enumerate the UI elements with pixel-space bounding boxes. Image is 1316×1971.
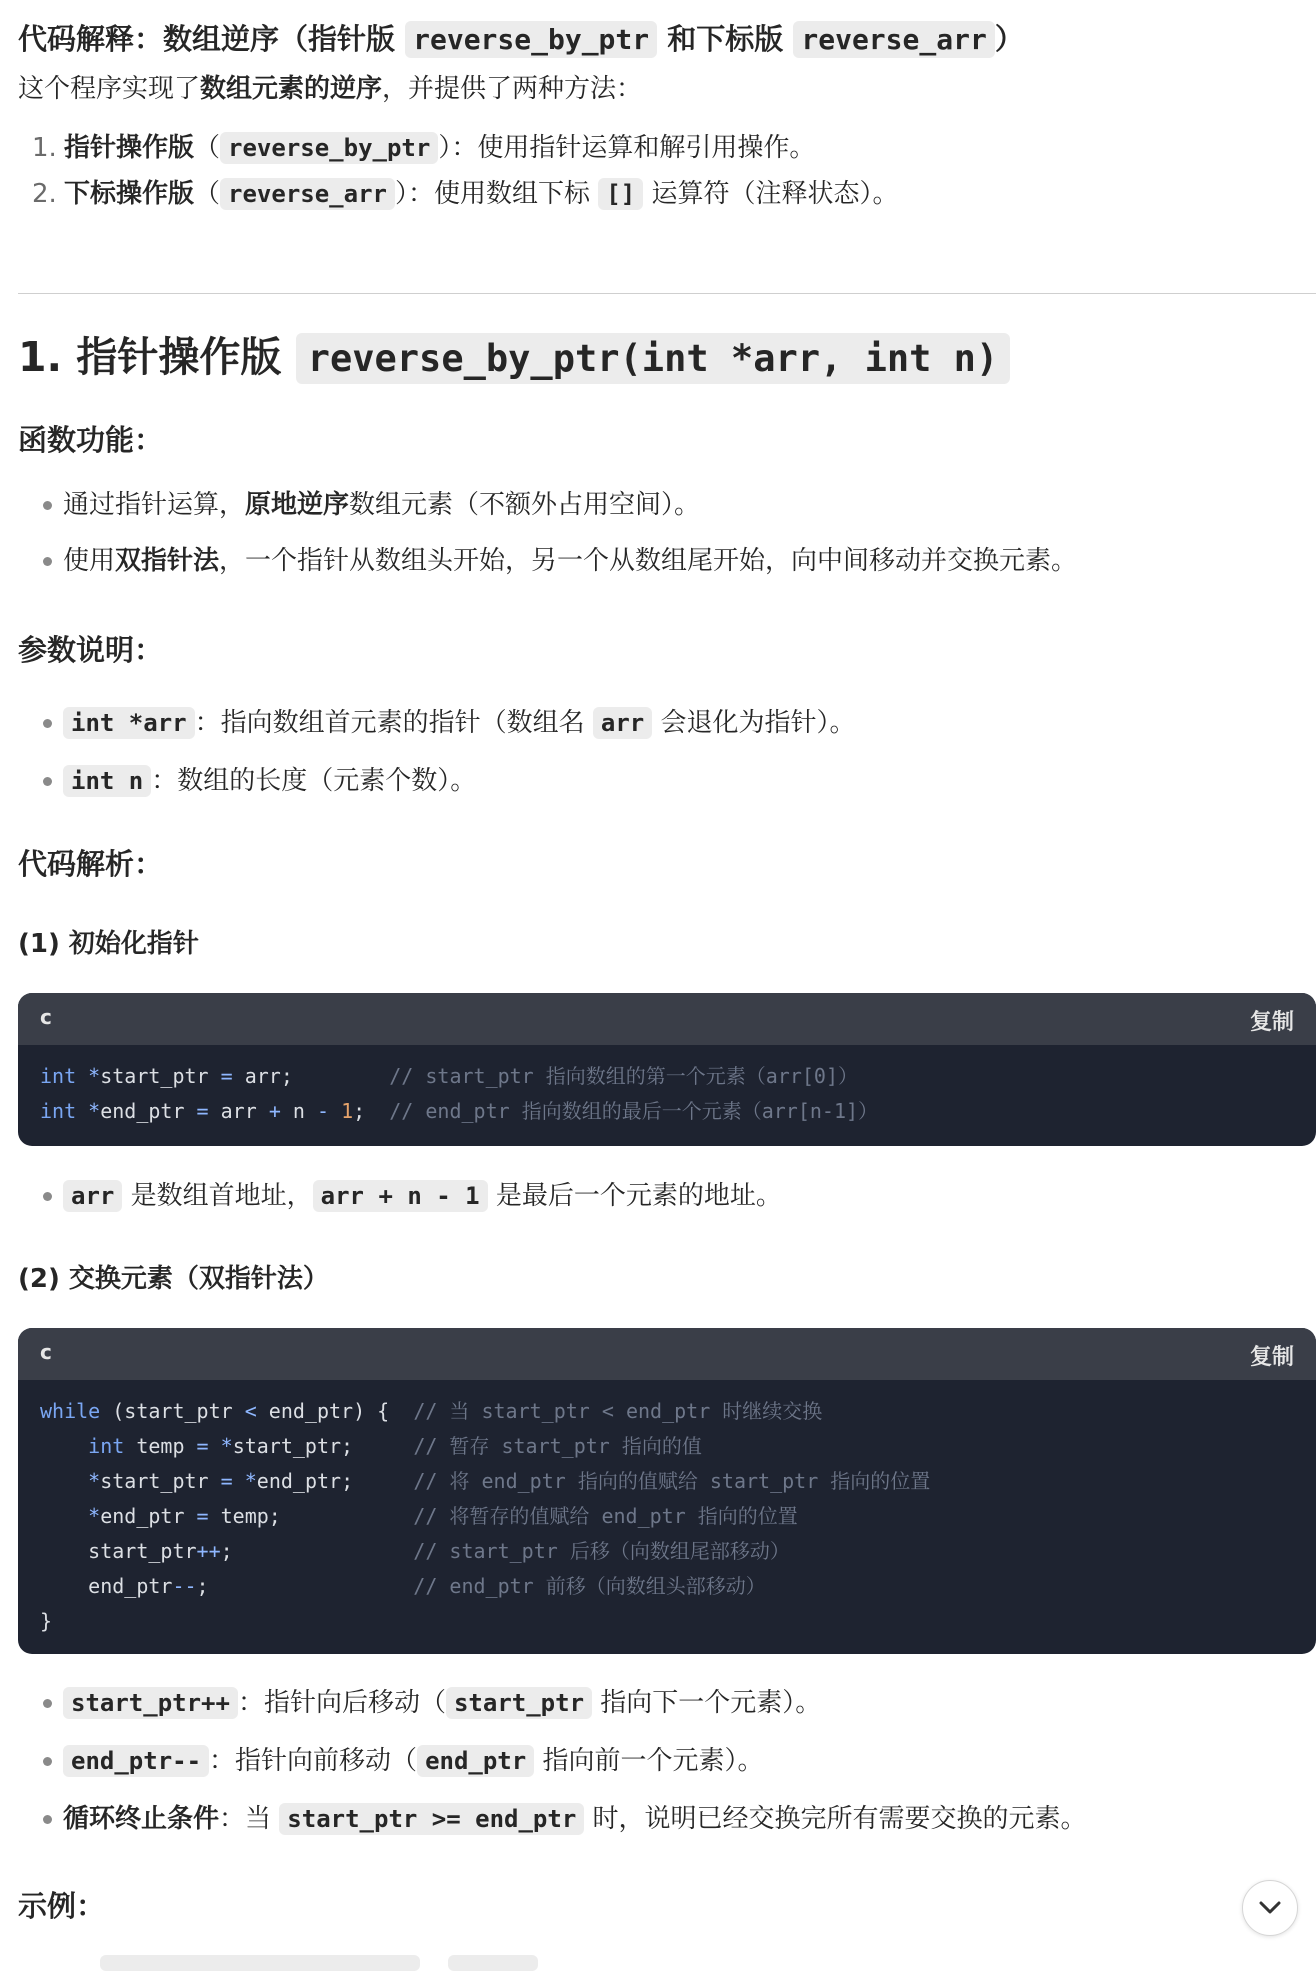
example-title: 示例： [18, 1889, 106, 1923]
text: ：指向数组首元素的指针（数组名 [194, 708, 585, 738]
code-block-2 [18, 1328, 1316, 1654]
chevron-down-icon [1258, 1898, 1282, 1918]
bold-text: 循环终止条件 [63, 1804, 220, 1834]
copy-button[interactable]: 复制 [1249, 1010, 1294, 1035]
code-line: int *end_ptr = arr + n - 1; // end_ptr 指向数组的最后一个元素（arr[n-1]） [40, 1099, 879, 1123]
title-mid: 和下标版 [667, 22, 784, 56]
text: 使用 [63, 546, 116, 576]
code-line: while (start_ptr < end_ptr) { // 当 start_ptr < end_ptr 时继续交换 [40, 1399, 823, 1423]
code-line: int *start_ptr = arr; // start_ptr 指向数组的第一个元素（arr[0]） [40, 1064, 859, 1088]
text: 通过指针运算， [63, 490, 246, 520]
code-lang-label: c [40, 1005, 52, 1029]
section-heading-code: reverse_by_ptr(int *arr, int n) [296, 333, 1011, 384]
text: 指向下一个元素）。 [600, 1688, 822, 1718]
bullet [43, 1757, 52, 1766]
code-line: *start_ptr = *end_ptr; // 将 end_ptr 指向的值赋给 start_ptr 指向的位置 [88, 1469, 931, 1493]
bullet [43, 1192, 52, 1201]
code-block-header [18, 993, 1316, 1045]
intro-bold: 数组元素的逆序 [200, 74, 383, 104]
title-code-ptr: reverse_by_ptr [405, 21, 657, 58]
paren-open: （ [194, 133, 221, 163]
code-body [18, 1380, 1316, 1653]
divider [18, 293, 1316, 294]
inline-code: arr [63, 1180, 122, 1212]
code-block-header [18, 1328, 1316, 1380]
text: 指向前一个元素）。 [542, 1746, 764, 1776]
bullet [43, 501, 52, 510]
list-item [63, 702, 856, 744]
inline-code: int *arr [63, 707, 195, 739]
step2-title: (2) 交换元素（双指针法） [18, 1264, 329, 1294]
bullet [43, 1699, 52, 1708]
intro-paragraph [18, 69, 642, 109]
inline-code: int n [63, 765, 151, 797]
bullet [43, 1815, 52, 1824]
inline-code: [] [598, 178, 643, 210]
list-number: 2. [32, 179, 57, 209]
method-desc: ）：使用数组下标 [394, 179, 590, 209]
list-number: 1. [32, 133, 57, 163]
code-line: start_ptr++; // start_ptr 后移（向数组尾部移动） [40, 1539, 790, 1563]
text: 是数组首地址， [130, 1181, 313, 1211]
inline-code: end_ptr [417, 1745, 534, 1777]
copy-button[interactable]: 复制 [1249, 1345, 1294, 1370]
text: ：指针向后移动（ [237, 1688, 446, 1718]
bullet [43, 719, 52, 728]
title-prefix: 代码解释：数组逆序（指针版 [18, 22, 396, 56]
code-line: int temp = *start_ptr; // 暂存 start_ptr 指向的值 [88, 1434, 702, 1458]
text: ：当 [219, 1804, 272, 1834]
intro-pre: 这个程序实现了 [18, 74, 201, 104]
text: ：指针向前移动（ [209, 1746, 418, 1776]
method-item-1 [32, 127, 815, 169]
method-desc-end: 运算符（注释状态）。 [651, 179, 899, 209]
list-item [63, 484, 700, 526]
step1-title: (1) 初始化指针 [18, 929, 199, 959]
bold-text: 双指针法 [115, 546, 220, 576]
bullet [43, 777, 52, 786]
analysis-title: 代码解析： [18, 847, 164, 881]
func-title: 函数功能： [18, 423, 164, 457]
text: 时，说明已经交换完所有需要交换的元素。 [592, 1804, 1087, 1834]
inline-code-partial [100, 1955, 420, 1971]
list-item [63, 1682, 821, 1724]
scroll-down-button[interactable] [1242, 1880, 1298, 1936]
code-block-1 [18, 993, 1316, 1146]
bold-text: 原地逆序 [245, 490, 350, 520]
list-item [63, 1175, 782, 1217]
text: 会退化为指针）。 [660, 708, 856, 738]
inline-code: start_ptr [446, 1687, 592, 1719]
param-title: 参数说明： [18, 633, 164, 667]
method-name: 指针操作版 [64, 133, 195, 163]
text: 数组元素（不额外占用空间）。 [349, 490, 701, 520]
page-title [18, 14, 1024, 65]
method-name: 下标操作版 [64, 179, 195, 209]
inline-code: start_ptr++ [63, 1687, 238, 1719]
code-body [18, 1045, 1316, 1143]
text: ：数组的长度（元素个数）。 [151, 766, 477, 796]
inline-code: arr [593, 707, 652, 739]
paren-open: （ [194, 179, 221, 209]
text: ，一个指针从数组头开始，另一个从数组尾开始，向中间移动并交换元素。 [219, 546, 1078, 576]
code-lang-label: c [40, 1340, 52, 1364]
bullet [43, 557, 52, 566]
title-code-arr: reverse_arr [793, 21, 994, 58]
inline-code: end_ptr-- [63, 1745, 209, 1777]
inline-code: arr + n - 1 [313, 1180, 488, 1212]
list-item [63, 760, 476, 802]
inline-code: start_ptr >= end_ptr [279, 1803, 584, 1835]
code-line: } [40, 1609, 53, 1633]
inline-code: reverse_arr [220, 178, 395, 210]
title-suffix: ） [994, 22, 1024, 56]
section-heading [18, 327, 1010, 389]
section-heading-text: 1. 指针操作版 [18, 333, 282, 381]
inline-code: reverse_by_ptr [220, 132, 438, 164]
code-line: *end_ptr = temp; // 将暂存的值赋给 end_ptr 指向的位置 [88, 1504, 798, 1528]
inline-code-partial [448, 1955, 538, 1971]
intro-post: ，并提供了两种方法： [382, 74, 643, 104]
method-item-2 [32, 173, 898, 215]
list-item [63, 1798, 1087, 1840]
text: 是最后一个元素的地址。 [495, 1181, 782, 1211]
list-item [63, 1740, 764, 1782]
code-line: end_ptr--; // end_ptr 前移（向数组头部移动） [40, 1574, 766, 1598]
method-desc: ）：使用指针运算和解引用操作。 [438, 133, 816, 163]
list-item [63, 540, 1077, 582]
